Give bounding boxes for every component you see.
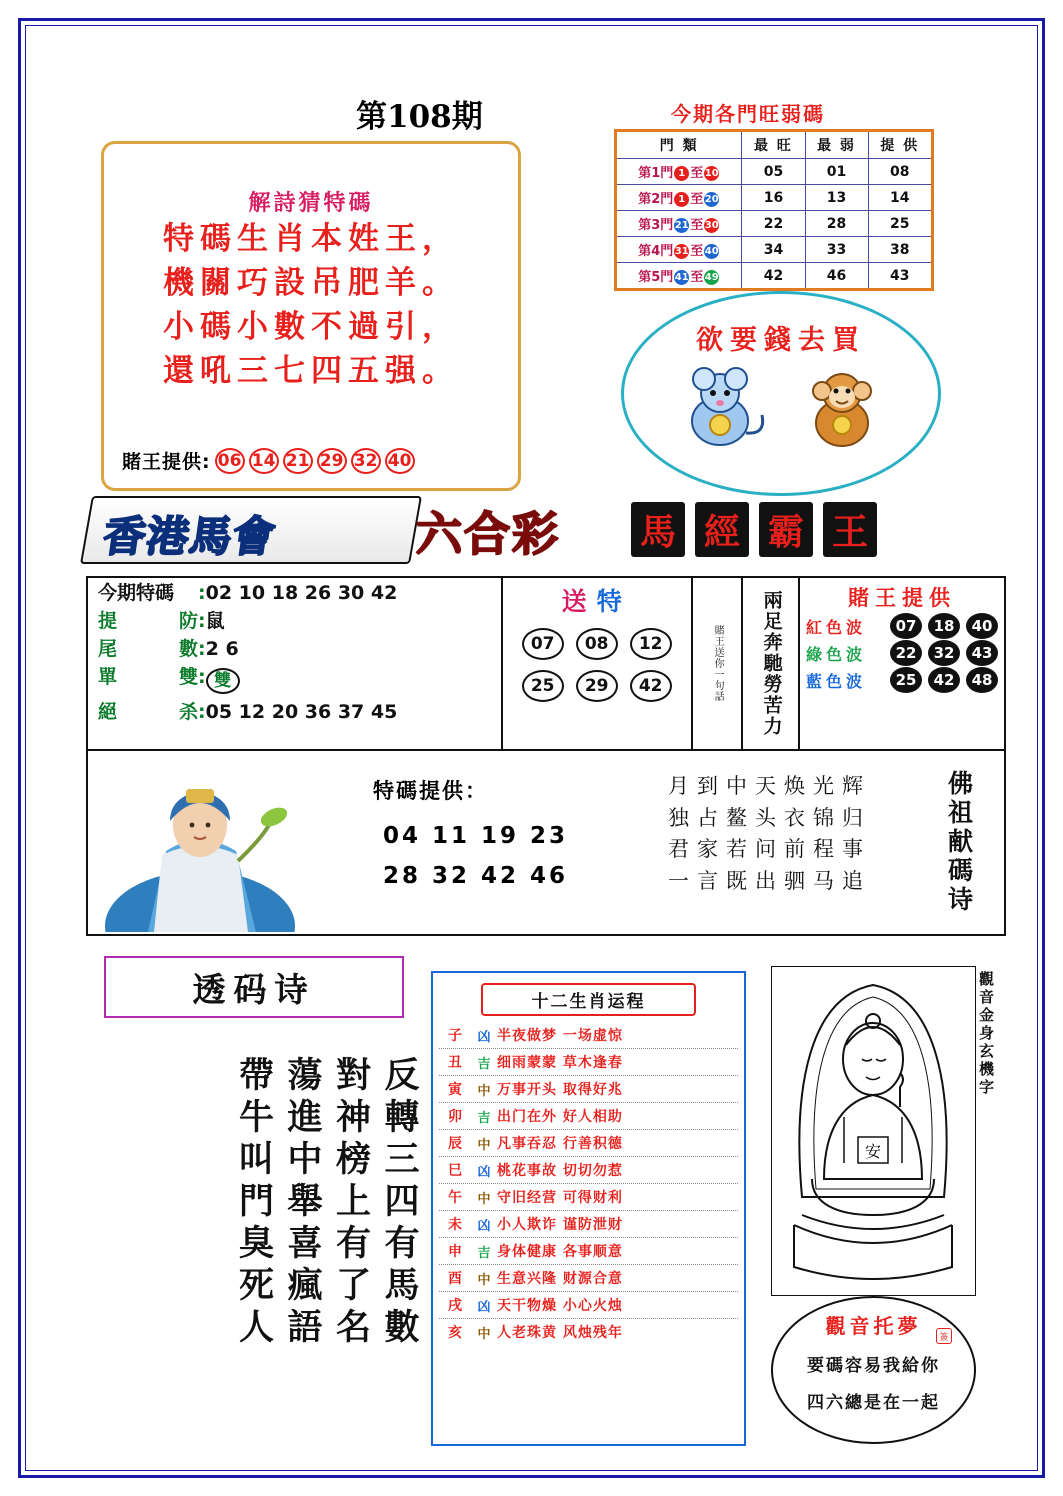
men-name: 第4門 xyxy=(638,244,674,259)
zodiac-luck: 中 xyxy=(477,1083,491,1099)
cell-wang: 34 xyxy=(742,237,805,263)
row-key-text-2: 雙 xyxy=(178,666,198,688)
row-key xyxy=(98,584,198,603)
buddha-poem-line: 君家若问前程事 xyxy=(668,837,871,861)
zodiac-text: 守旧经营 可得财利 xyxy=(497,1190,623,1206)
zodiac-branch: 酉 xyxy=(448,1271,462,1287)
buddha-side-text: 觀音金身玄機字 xyxy=(977,971,995,1097)
riddle-number: 29 xyxy=(317,448,347,474)
cell-wang: 22 xyxy=(742,211,805,237)
row-value: 02 10 18 26 30 42 xyxy=(205,582,398,604)
zodiac-fortune-table xyxy=(431,971,746,1446)
zodiac-branch: 未 xyxy=(448,1217,462,1233)
songte-ball: 08 xyxy=(576,628,618,660)
cell-tigong: 14 xyxy=(868,185,932,211)
slogan-oval xyxy=(621,291,941,496)
zodiac-text: 天干物燥 小心火烛 xyxy=(497,1298,623,1314)
zodiac-luck: 凶 xyxy=(477,1029,491,1045)
guanyin-illustration xyxy=(88,751,313,932)
row-key-text-2: 杀 xyxy=(178,701,198,723)
zodiac-title: 十二生肖运程 xyxy=(481,983,696,1016)
zodiac-text: 万事开头 取得好兆 xyxy=(497,1082,623,1098)
songte-ball: 25 xyxy=(522,670,564,702)
vertical-poem-col: 蕩進中舉喜瘋語 xyxy=(282,1056,323,1350)
songte-title xyxy=(503,582,691,618)
buddha-poem-line: 独占鳌头衣锦归 xyxy=(668,805,871,830)
row-sep: : xyxy=(198,582,206,604)
zodiac-row xyxy=(439,1103,738,1130)
banner-char: 王 xyxy=(823,502,877,557)
row-key xyxy=(98,612,198,631)
buddha-poem-side-label xyxy=(913,751,1004,934)
range-from-ball: 31 xyxy=(674,246,689,257)
wave-ball: 42 xyxy=(928,667,960,693)
range-from-ball: 1 xyxy=(674,166,689,181)
wave-row xyxy=(806,667,998,693)
data-row xyxy=(98,640,491,659)
riddle-line-2: 機關巧設吊肥羊。 xyxy=(163,265,459,302)
buddha-poem-side-text: 佛祖献碼诗 xyxy=(944,770,974,915)
data-row xyxy=(98,612,491,631)
songte-ball-row xyxy=(503,628,691,660)
buddha-illustration xyxy=(772,967,975,1295)
predictions-column xyxy=(88,578,503,749)
wave-title: 賭王提供 xyxy=(848,586,956,610)
toumashi-title-text: 透码诗 xyxy=(193,964,316,1011)
vertical-note-small-text: 賭王送你一句話 xyxy=(712,625,724,702)
zodiac-text: 身体健康 各事顺意 xyxy=(497,1244,623,1260)
cell-tigong: 25 xyxy=(868,211,932,237)
men-name: 第1門 xyxy=(638,166,674,181)
banner-text-3 xyxy=(631,502,877,557)
riddle-footer-label: 賭王提供: xyxy=(122,451,211,473)
slogan-text: 欲要錢去買 xyxy=(696,325,866,356)
zodiac-branch: 亥 xyxy=(448,1325,462,1341)
wave-row xyxy=(806,640,998,666)
range-to-ball: 20 xyxy=(704,194,719,205)
data-row xyxy=(98,703,491,722)
wave-row xyxy=(806,613,998,639)
range-to-ball: 49 xyxy=(704,272,719,283)
wave-ball: 22 xyxy=(890,640,922,666)
svg-text:安: 安 xyxy=(864,1142,882,1161)
row-key xyxy=(98,668,198,694)
table-row xyxy=(616,237,933,263)
men-name: 第2門 xyxy=(638,192,674,207)
zodiac-row xyxy=(439,1049,738,1076)
zodiac-row xyxy=(439,1130,738,1157)
wave-label: 綠色波 xyxy=(806,644,867,664)
row-men-label: 第3門 21 至 30 xyxy=(616,211,742,237)
wave-label: 紅色波 xyxy=(806,617,867,637)
wave-ball: 07 xyxy=(890,613,922,639)
songte-ball: 42 xyxy=(630,670,672,702)
table-row xyxy=(616,159,933,185)
cell-tigong: 43 xyxy=(868,263,932,290)
songte-char-1: 送 xyxy=(561,587,597,616)
zodiac-row xyxy=(439,1211,738,1238)
riddle-footer xyxy=(122,447,415,474)
special-numbers-line-1: 04 11 19 23 xyxy=(383,823,569,849)
banner-char: 經 xyxy=(695,502,749,557)
row-men-label: 第5門 41 至 49 xyxy=(616,263,742,290)
vertical-poem-col: 反轉三四有馬數 xyxy=(379,1056,420,1350)
mouse-illustration xyxy=(670,363,770,451)
row-sep: : xyxy=(198,666,206,688)
range-from-ball: 1 xyxy=(674,192,689,207)
vertical-poem-col: 帶牛叫門臭死人 xyxy=(233,1056,275,1350)
special-numbers-column xyxy=(313,751,668,934)
buddha-poem-line: 一言既出驷马追 xyxy=(668,868,871,893)
row-value: 鼠 xyxy=(205,610,225,632)
toumashi-title-box xyxy=(104,956,404,1018)
zodiac-row xyxy=(439,1265,738,1292)
songte-ball: 29 xyxy=(576,670,618,702)
zodiac-luck: 凶 xyxy=(477,1299,491,1315)
zodiac-branch: 午 xyxy=(448,1190,462,1206)
cell-ruo: 33 xyxy=(805,237,868,263)
table-row xyxy=(616,211,933,237)
wave-label: 藍色波 xyxy=(806,671,867,691)
buddha-poem-column xyxy=(668,751,913,934)
range-to-ball: 40 xyxy=(704,246,719,257)
row-key-text: 單 xyxy=(98,666,118,688)
cell-wang: 05 xyxy=(742,159,805,185)
zodiac-branch: 卯 xyxy=(448,1109,462,1125)
row-value: 2 6 xyxy=(205,638,239,660)
poster-page xyxy=(18,18,1045,1478)
th-ruo: 最 弱 xyxy=(805,131,868,159)
banner-text-2: 六合彩 xyxy=(416,507,560,561)
wave-ball: 48 xyxy=(966,667,998,693)
songte-ball-row xyxy=(503,670,691,702)
songte-ball: 12 xyxy=(630,628,672,660)
strength-table-title: 今期各門旺弱碼 xyxy=(671,102,825,126)
wave-ball: 40 xyxy=(966,613,998,639)
range-to-ball: 10 xyxy=(704,168,719,179)
row-sep: : xyxy=(198,638,206,660)
row-men-label: 第2門 1 至 20 xyxy=(616,185,742,211)
vertical-note-large xyxy=(743,578,800,749)
banner-text-1: 香港馬會 xyxy=(100,512,280,561)
zodiac-text: 生意兴隆 财源合意 xyxy=(497,1271,623,1287)
table-row xyxy=(616,263,933,290)
vertical-note-large-text: 兩足奔馳勞苦力 xyxy=(760,590,783,737)
riddle-line-4: 還吼三七四五强。 xyxy=(163,353,459,390)
zodiac-branch: 戌 xyxy=(448,1298,462,1314)
special-numbers-title: 特碼提供： xyxy=(373,779,488,803)
zodiac-text: 凡事吞忍 行善积德 xyxy=(497,1136,623,1152)
zodiac-luck: 中 xyxy=(477,1326,491,1342)
zodiac-row xyxy=(439,1184,738,1211)
vertical-poem-col: 對神榜上有了名 xyxy=(330,1056,372,1350)
riddle-number: 40 xyxy=(385,448,415,474)
zodiac-row xyxy=(439,1076,738,1103)
range-from-ball: 21 xyxy=(674,220,689,231)
zodiac-branch: 巳 xyxy=(448,1163,462,1179)
cell-ruo: 28 xyxy=(805,211,868,237)
monkey-illustration xyxy=(792,363,892,451)
range-to-ball: 30 xyxy=(704,220,719,231)
riddle-line-3: 小碼小數不過引， xyxy=(163,309,459,346)
th-tigong: 提 供 xyxy=(868,131,932,159)
row-key-text-2: 數 xyxy=(178,638,198,660)
zodiac-branch: 申 xyxy=(448,1244,462,1260)
table-row xyxy=(616,185,933,211)
cell-ruo: 46 xyxy=(805,263,868,290)
zodiac-text: 半夜做梦 一场虚惊 xyxy=(497,1028,623,1044)
banner-char: 馬 xyxy=(631,502,685,557)
animal-illustrations xyxy=(624,363,938,451)
men-name: 第5門 xyxy=(638,270,674,285)
zodiac-branch: 寅 xyxy=(448,1082,462,1098)
zodiac-luck: 中 xyxy=(477,1272,491,1288)
zodiac-row xyxy=(439,1238,738,1265)
main-data-panel xyxy=(86,576,1006,751)
table-header-row xyxy=(616,131,933,159)
zodiac-text: 细雨蒙蒙 草木逢春 xyxy=(497,1055,623,1071)
zodiac-luck: 中 xyxy=(477,1137,491,1153)
songte-column xyxy=(503,578,693,749)
riddle-number: 14 xyxy=(249,448,279,474)
row-men-label: 第4門 31 至 40 xyxy=(616,237,742,263)
wave-ball: 18 xyxy=(928,613,960,639)
buddha-line-art xyxy=(771,966,976,1296)
cell-ruo: 13 xyxy=(805,185,868,211)
zodiac-text: 出门在外 好人相助 xyxy=(497,1109,623,1125)
guanyin-dream-line-1: 要碼容易我給你 xyxy=(807,1356,940,1376)
guanyin-dream-title: 觀音托夢 xyxy=(825,1314,922,1338)
special-numbers-line-2: 28 32 42 46 xyxy=(383,863,569,889)
zodiac-luck: 中 xyxy=(477,1191,491,1207)
men-name: 第3門 xyxy=(638,218,674,233)
cell-wang: 16 xyxy=(742,185,805,211)
banner-char: 霸 xyxy=(759,502,813,557)
row-key-text-2: 防 xyxy=(178,610,198,632)
row-key-text: 提 xyxy=(98,610,118,632)
row-key-text: 尾 xyxy=(98,638,118,660)
zodiac-luck: 吉 xyxy=(477,1110,491,1126)
data-row xyxy=(98,584,491,603)
guanyin-photo xyxy=(88,751,313,934)
riddle-number: 32 xyxy=(351,448,381,474)
wave-column xyxy=(800,578,1004,749)
row-value: 05 12 20 36 37 45 xyxy=(205,701,398,723)
poster-inner-border xyxy=(25,25,1038,1471)
buddha-prediction-panel xyxy=(86,751,1006,936)
riddle-line-1: 特碼生肖本姓王， xyxy=(163,221,459,257)
zodiac-luck: 凶 xyxy=(477,1218,491,1234)
songte-ball: 07 xyxy=(522,628,564,660)
th-wang: 最 旺 xyxy=(742,131,805,159)
cell-wang: 42 xyxy=(742,263,805,290)
guanyin-dream-oval xyxy=(771,1296,976,1444)
cell-tigong: 38 xyxy=(868,237,932,263)
strength-table xyxy=(614,129,934,291)
zodiac-luck: 凶 xyxy=(477,1164,491,1180)
cell-tigong: 08 xyxy=(868,159,932,185)
range-from-ball: 41 xyxy=(674,272,689,283)
row-key-text: 絕 xyxy=(98,701,118,723)
row-sep: : xyxy=(198,610,206,632)
row-men-label: 第1門 1 至 10 xyxy=(616,159,742,185)
row-key xyxy=(98,703,198,722)
zodiac-branch: 丑 xyxy=(448,1055,462,1071)
guanyin-dream-line-2: 四六總是在一起 xyxy=(807,1393,940,1413)
zodiac-row xyxy=(439,1157,738,1184)
vertical-poem xyxy=(88,1056,418,1446)
zodiac-text: 桃花事故 切切勿惹 xyxy=(497,1163,623,1179)
row-sep: : xyxy=(198,701,206,723)
zodiac-row xyxy=(439,1292,738,1319)
riddle-title: 解詩猜特碼 xyxy=(248,190,374,216)
riddle-number: 21 xyxy=(283,448,313,474)
zodiac-branch: 子 xyxy=(448,1028,462,1044)
zodiac-text: 人老珠黄 风烛残年 xyxy=(497,1325,623,1341)
zodiac-text: 小人欺诈 谨防泄财 xyxy=(497,1217,623,1233)
riddle-poem-box xyxy=(101,141,521,491)
zodiac-row xyxy=(439,1022,738,1049)
th-men: 門 類 xyxy=(616,131,742,159)
cell-ruo: 01 xyxy=(805,159,868,185)
data-row xyxy=(98,668,491,694)
wave-ball: 43 xyxy=(966,640,998,666)
songte-char-2: 特 xyxy=(596,587,632,616)
zodiac-luck: 吉 xyxy=(477,1245,491,1261)
zodiac-branch: 辰 xyxy=(448,1136,462,1152)
title-banner xyxy=(86,496,1006,576)
buddha-poem-line: 月到中天焕光辉 xyxy=(668,774,871,798)
wave-ball: 25 xyxy=(890,667,922,693)
issue-number: 第108期 xyxy=(356,99,483,135)
zodiac-luck: 吉 xyxy=(477,1056,491,1072)
row-key xyxy=(98,640,198,659)
vertical-note-small xyxy=(693,578,744,749)
wave-ball: 32 xyxy=(928,640,960,666)
seal-stamp-icon: 簽 xyxy=(936,1328,952,1344)
riddle-number: 06 xyxy=(215,448,245,474)
zodiac-row xyxy=(439,1319,738,1345)
row-value-circled: 雙 xyxy=(206,668,240,694)
row-key-text: 今期特碼 xyxy=(98,582,175,604)
